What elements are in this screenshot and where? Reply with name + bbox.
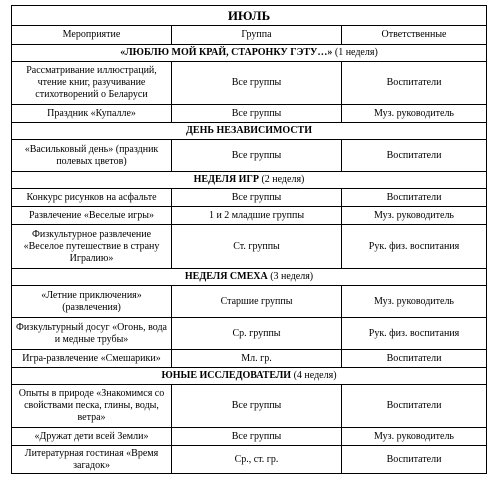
table-row [12, 140, 487, 172]
section-name: ЮНЫЕ ИССЛЕДОВАТЕЛИ [161, 370, 292, 381]
title-row [12, 6, 487, 26]
event-cell: Рассматривание иллюстраций, чтение книг, разучивание стихотворений о Беларуси [12, 62, 172, 105]
event-cell: «Дружат дети всей Земли» [12, 428, 172, 446]
event-cell: Конкурс рисунков на асфальте [12, 189, 172, 207]
header-event: Мероприятие [12, 26, 172, 45]
table-row [12, 318, 487, 350]
event-cell: Праздник «Купалле» [12, 105, 172, 123]
event-cell: Физкультурный досуг «Огонь, вода и медные трубы» [12, 318, 172, 350]
responsible-cell: Воспитатели [342, 140, 487, 172]
responsible-cell: Рук. физ. воспитания [342, 225, 487, 269]
table-row [12, 428, 487, 446]
group-cell: Ср., ст. гр. [172, 446, 342, 474]
section-name: НЕДЕЛЯ СМЕХА [184, 271, 268, 282]
table-row [12, 189, 487, 207]
group-cell: Все группы [172, 189, 342, 207]
section-row [12, 123, 487, 140]
table-row [12, 350, 487, 368]
group-cell: Все группы [172, 105, 342, 123]
responsible-cell: Воспитатели [342, 385, 487, 428]
header-group: Группа [172, 26, 342, 45]
responsible-cell: Воспитатели [342, 189, 487, 207]
header-row [12, 26, 487, 45]
event-cell: «Летние приключения» (развлечения) [12, 286, 172, 318]
group-cell: Мл. гр. [172, 350, 342, 368]
section-heading [12, 172, 487, 189]
section-note: (1 неделя) [332, 47, 378, 58]
group-cell: Старшие группы [172, 286, 342, 318]
table-row [12, 225, 487, 269]
responsible-cell: Рук. физ. воспитания [342, 318, 487, 350]
section-name: ДЕНЬ НЕЗАВИСИМОСТИ [186, 125, 312, 136]
section-heading [12, 45, 487, 62]
responsible-cell: Муз. руководитель [342, 105, 487, 123]
group-cell: Все группы [172, 385, 342, 428]
table-row [12, 62, 487, 105]
section-name: НЕДЕЛЯ ИГР [193, 174, 259, 185]
section-row [12, 368, 487, 385]
section-name: «ЛЮБЛЮ МОЙ КРАЙ, СТАРОНКУ ГЭТУ…» [120, 47, 333, 58]
responsible-cell: Муз. руководитель [342, 286, 487, 318]
responsible-cell: Муз. руководитель [342, 207, 487, 225]
section-note: (2 неделя) [258, 174, 305, 185]
responsible-cell: Воспитатели [342, 350, 487, 368]
section-row [12, 45, 487, 62]
event-cell: Опыты в природе «Знакомимся со свойствами песка, глины, воды, ветра» [12, 385, 172, 428]
responsible-cell: Муз. руководитель [342, 428, 487, 446]
event-cell: Развлечение «Веселые игры» [12, 207, 172, 225]
header-responsible: Ответственные [342, 26, 487, 45]
event-cell: «Васильковый день» (праздник полевых цветов) [12, 140, 172, 172]
table-row [12, 286, 487, 318]
table-title: ИЮЛЬ [12, 6, 487, 26]
responsible-cell: Воспитатели [342, 62, 487, 105]
group-cell: Ст. группы [172, 225, 342, 269]
section-row [12, 172, 487, 189]
group-cell: 1 и 2 младшие группы [172, 207, 342, 225]
table-row [12, 385, 487, 428]
responsible-cell: Воспитатели [342, 446, 487, 474]
group-cell: Все группы [172, 428, 342, 446]
section-heading [12, 269, 487, 286]
section-heading [12, 368, 487, 385]
plan-table [11, 5, 487, 474]
table-row [12, 105, 487, 123]
section-row [12, 269, 487, 286]
table-row [12, 446, 487, 474]
section-heading [12, 123, 487, 140]
event-cell: Литературная гостиная «Время загадок» [12, 446, 172, 474]
event-cell: Игра-развлечение «Смешарики» [12, 350, 172, 368]
section-note: (4 неделя) [291, 370, 337, 381]
group-cell: Все группы [172, 140, 342, 172]
section-note: (3 неделя) [267, 271, 314, 282]
event-cell: Физкультурное развлечение «Веселое путешествие в страну Игралию» [12, 225, 172, 269]
table-row [12, 207, 487, 225]
group-cell: Ср. группы [172, 318, 342, 350]
group-cell: Все группы [172, 62, 342, 105]
